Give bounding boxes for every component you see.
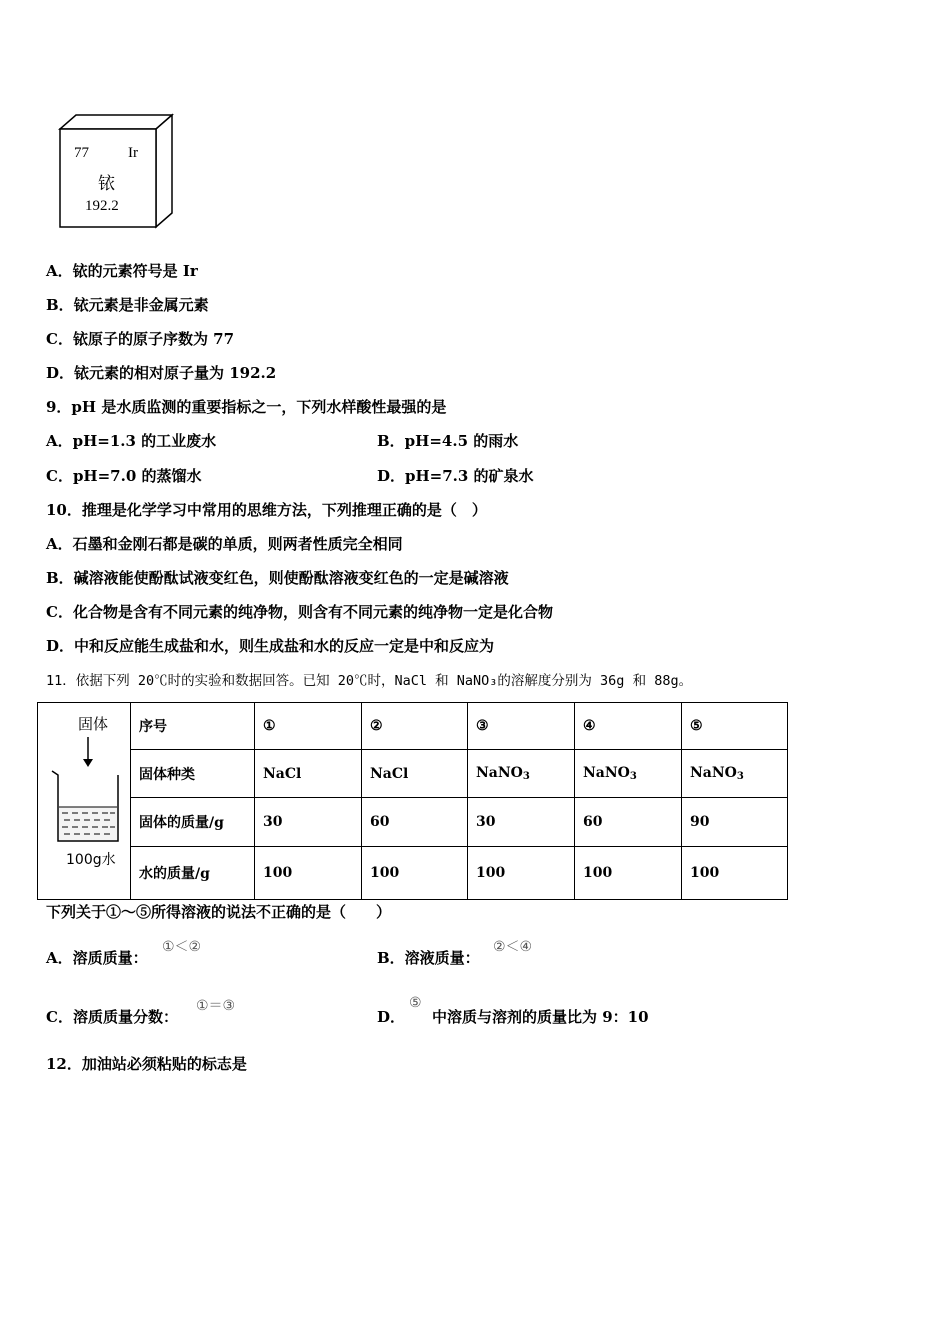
q8-option-c[interactable]: C．铱原子的原子序数为 77: [46, 330, 235, 348]
table-cell: 60: [362, 798, 468, 846]
column-header: ③: [468, 703, 575, 750]
column-header: ④: [575, 703, 682, 750]
row-label: 固体的质量/g: [131, 798, 255, 846]
q9-option-d[interactable]: D．pH=7.3 的矿泉水: [377, 467, 534, 485]
element-name: 铱: [98, 174, 115, 194]
q12-stem: 12．加油站必须粘贴的标志是: [46, 1055, 247, 1073]
q9-option-c[interactable]: C．pH=7.0 的蒸馏水: [46, 467, 202, 485]
header-label: 序号: [131, 703, 255, 750]
table-cell: [362, 750, 468, 798]
solubility-table: [37, 702, 788, 900]
row-label: 固体种类: [131, 750, 255, 798]
table-cell: 100: [682, 846, 788, 899]
q9-stem: 9．pH 是水质监测的重要指标之一，下列水样酸性最强的是: [46, 398, 447, 416]
element-card: [56, 113, 174, 229]
cell-text: NaNO: [583, 765, 630, 782]
column-header: ②: [362, 703, 468, 750]
table-cell: 100: [575, 846, 682, 899]
table-cell: 100: [255, 846, 362, 899]
q10-option-d[interactable]: D．中和反应能生成盐和水，则生成盐和水的反应一定是中和反应为: [46, 637, 495, 655]
q11-option-d-text: 中溶质与溶剂的质量比为 9：10: [432, 1008, 649, 1026]
atomic-mass: 192.2: [85, 198, 119, 214]
beaker-icon: [48, 733, 128, 853]
table-cell: 30: [468, 798, 575, 846]
cell-text: NaCl: [263, 765, 302, 782]
q11-option-c[interactable]: C．溶质质量分数：: [46, 1008, 178, 1026]
q11-question: 下列关于①～⑤所得溶液的说法不正确的是（ ）: [46, 903, 392, 921]
table-cell: [255, 750, 362, 798]
subscript: 3: [736, 771, 744, 783]
q11-option-a-formula: ①＜②: [162, 939, 202, 955]
subscript: 3: [522, 771, 530, 783]
table-cell: 100: [468, 846, 575, 899]
q8-option-d[interactable]: D．铱元素的相对原子量为 192.2: [46, 364, 277, 382]
cell-text: NaCl: [370, 765, 409, 782]
cell-text: NaNO: [690, 765, 737, 782]
q11-stem: 11．依据下列 20℃时的实验和数据回答。已知 20℃时，NaCl 和 NaNO₃的溶解度分别为 36g 和 88g。: [46, 673, 693, 689]
column-header: ⑤: [682, 703, 788, 750]
subscript: 3: [629, 771, 637, 783]
table-cell: [468, 750, 575, 798]
atomic-number: 77: [74, 145, 89, 161]
solid-label: 固体: [78, 715, 109, 733]
table-cell: [575, 750, 682, 798]
q10-option-a[interactable]: A．石墨和金刚石都是碳的单质，则两者性质完全相同: [46, 535, 403, 553]
q11-option-c-formula: ①＝③: [196, 998, 236, 1014]
q9-option-a[interactable]: A．pH=1.3 的工业废水: [46, 432, 217, 450]
q11-option-d-formula: ⑤: [409, 995, 422, 1011]
q8-option-b[interactable]: B．铱元素是非金属元素: [46, 296, 209, 314]
table-cell: 90: [682, 798, 788, 846]
q11-option-b[interactable]: B．溶液质量：: [377, 949, 480, 967]
q10-option-b[interactable]: B．碱溶液能使酚酞试液变红色，则使酚酞溶液变红色的一定是碱溶液: [46, 569, 509, 587]
water-label: 100g水: [66, 852, 116, 868]
q9-option-b[interactable]: B．pH=4.5 的雨水: [377, 432, 519, 450]
row-label: 水的质量/g: [131, 846, 255, 899]
q11-option-b-formula: ②＜④: [493, 939, 533, 955]
q10-option-c[interactable]: C．化合物是含有不同元素的纯净物，则含有不同元素的纯净物一定是化合物: [46, 603, 553, 621]
beaker-figure-cell: [38, 703, 131, 900]
q11-option-a[interactable]: A．溶质质量：: [46, 949, 148, 967]
q10-stem: 10．推理是化学学习中常用的思维方法，下列推理正确的是（ ）: [46, 501, 487, 519]
element-symbol: Ir: [128, 145, 138, 161]
column-header: ①: [255, 703, 362, 750]
table-cell: 100: [362, 846, 468, 899]
table-cell: 30: [255, 798, 362, 846]
cell-text: NaNO: [476, 765, 523, 782]
q11-option-d[interactable]: D．: [377, 1008, 406, 1026]
q8-option-a[interactable]: A．铱的元素符号是 Ir: [46, 262, 198, 280]
table-cell: [682, 750, 788, 798]
table-cell: 60: [575, 798, 682, 846]
